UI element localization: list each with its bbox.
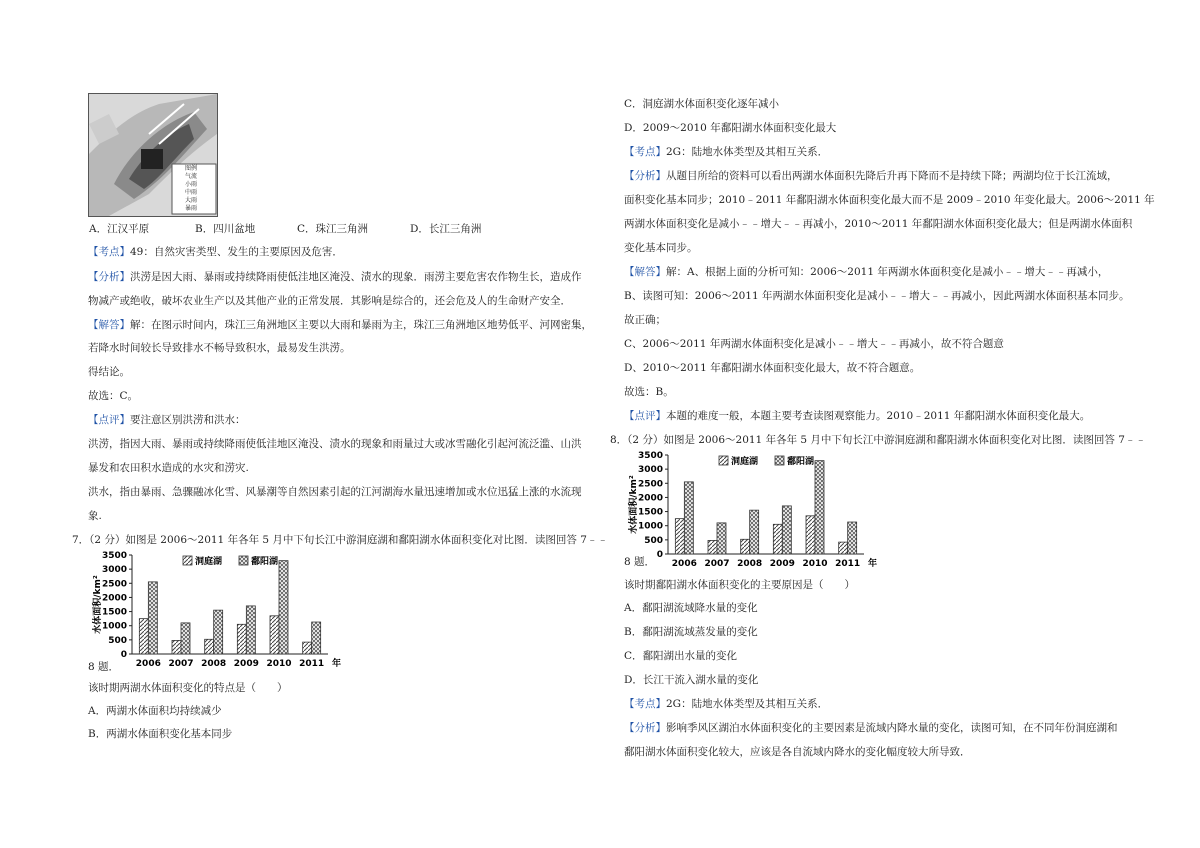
y-tick-label: 3500 [637, 451, 663, 461]
bar-洞庭湖-2007 [708, 540, 717, 554]
kaodian2-line [624, 697, 828, 711]
fenxi2-tag: 【分析】 [624, 722, 666, 734]
fenxi-text: 洪涝是因大雨、暴雨或持续降雨使低洼地区淹没、渍水的现象．雨涝主要危害农作物生长，造成作 [130, 271, 582, 283]
dianping-line [88, 413, 246, 427]
y-tick-label: 2500 [637, 479, 663, 490]
q7-stem: 7．（2 分）如图是 2006～2011 年各年 5 月中下旬长江中游洞庭湖和鄱阳湖水体面积变化对比图．读图回答 7﹣﹣ [72, 534, 608, 546]
y-tick-label: 2500 [101, 579, 127, 590]
y-tick-label: 2000 [637, 493, 663, 504]
y-tick-label: 3000 [637, 465, 663, 476]
dianping-tag: 【点评】 [88, 414, 130, 426]
x-tick-label: 2007 [704, 559, 730, 569]
y-tick-label: 0 [656, 550, 663, 560]
map-legend-title: 图例 [185, 165, 198, 172]
x-tick-label: 2006 [671, 559, 697, 569]
bar-鄱阳湖-2010 [279, 561, 288, 654]
dianping-tag: 【点评】 [624, 410, 666, 422]
legend-swatch [183, 556, 192, 565]
jieda-line-3: 故正确； [624, 314, 666, 326]
bar-洞庭湖-2010 [270, 616, 279, 654]
q8-option-d: D．长江干流入湖水量的变化 [624, 674, 759, 686]
kaodian-line [88, 245, 343, 259]
q7-option-d: D．2009～2010 年鄱阳湖水体面积变化最大 [624, 122, 837, 134]
q6-option-a: A．江汉平原 [89, 223, 150, 235]
y-tick-label: 1500 [637, 507, 663, 518]
bar-洞庭湖-2008 [205, 639, 214, 654]
jieda-tag: 【解答】 [88, 319, 130, 331]
kaodian-text: 2G：陆地水体类型及其相互关系． [666, 146, 829, 158]
y-tick-label: 500 [108, 635, 127, 646]
y-axis-label: 水体面积/km² [629, 475, 639, 534]
bar-洞庭湖-2006 [139, 619, 148, 654]
x-tick-label: 2008 [201, 659, 227, 669]
q6-option-c: C．珠江三角洲 [297, 223, 369, 235]
note-line-4: 象. [88, 510, 102, 522]
kaodian-tag: 【考点】 [88, 246, 130, 258]
fenxi2-line-2: 鄱阳湖水体面积变化较大，应该是各自流域内降水的变化幅度较大所导致． [624, 746, 971, 758]
x-tick-label: 2010 [802, 559, 828, 569]
q7-option-b: B．两湖水体面积变化基本同步 [88, 728, 233, 740]
q6-option-d: D．长江三角洲 [410, 223, 482, 235]
bar-洞庭湖-2011 [303, 642, 312, 654]
legend-label: 鄱阳湖 [251, 557, 279, 567]
bar-鄱阳湖-2008 [750, 510, 759, 554]
y-tick-label: 3000 [101, 565, 127, 576]
bar-鄱阳湖-2006 [684, 482, 693, 554]
x-tick-label: 2008 [737, 559, 763, 569]
legend-swatch [719, 456, 728, 465]
y-tick-label: 1000 [101, 621, 127, 632]
jieda-line-1 [624, 265, 1108, 279]
legend-swatch [239, 556, 248, 565]
q7-ti: 8 题． [88, 661, 120, 673]
note-line-3: 洪水，指由暴雨、急骤融冰化雪、风暴潮等自然因素引起的江河湖海水量迅速增加或水位迅猛上涨的水流现 [88, 486, 582, 498]
y-tick-label: 3500 [101, 551, 127, 561]
fenxi-line-3: 两湖水体面积变化是减小﹣﹣增大﹣﹣再减小，2010～2011 年鄱阳湖水体面积变化最大；但是两湖水体面积 [624, 218, 1133, 230]
fenxi-line-1 [624, 169, 1118, 183]
map-legend-item: 大雨 [185, 197, 198, 204]
bar-鄱阳湖-2011 [848, 522, 857, 554]
bar-鄱阳湖-2009 [246, 606, 255, 654]
bar-洞庭湖-2009 [237, 624, 246, 654]
note-line-2: 暴发和农田积水造成的水灾和涝灾. [88, 462, 249, 474]
dianping-text: 要注意区别洪涝和洪水： [130, 414, 246, 426]
bar-鄱阳湖-2006 [148, 582, 157, 654]
bar-洞庭湖-2006 [675, 519, 684, 554]
dianping-text: 本题的难度一般，本题主要考查读图观察能力。2010﹣2011 年鄱阳湖水体面积变化最大。 [666, 410, 1091, 422]
jieda-line-4: 故选：C。 [88, 390, 139, 402]
bar-chart-q8 [624, 447, 914, 569]
q7-question: 该时期两湖水体面积变化的特点是（ ） [88, 682, 288, 694]
x-tick-label: 2006 [135, 659, 161, 669]
fenxi-tag: 【分析】 [624, 170, 666, 182]
bar-洞庭湖-2011 [839, 542, 848, 554]
bar-洞庭湖-2008 [741, 539, 750, 554]
legend-label: 鄱阳湖 [787, 457, 815, 467]
bar-洞庭湖-2007 [172, 640, 181, 654]
q6-option-b: B．四川盆地 [195, 223, 256, 235]
x-tick-label: 2011 [835, 559, 861, 569]
jieda-line-5: D、2010～2011 年鄱阳湖水体面积变化最大，故不符合题意。 [624, 362, 921, 374]
x-tick-label: 2007 [168, 659, 194, 669]
map-legend-item: 中雨 [185, 189, 198, 196]
bar-鄱阳湖-2009 [782, 506, 791, 554]
bar-鄱阳湖-2010 [815, 461, 824, 554]
bar-chart-q7 [88, 547, 378, 669]
kaodian-text: 49：自然灾害类型、发生的主要原因及危害． [130, 246, 343, 258]
bar-洞庭湖-2010 [806, 516, 815, 554]
x-tick-label: 2009 [233, 659, 259, 669]
jieda-tag: 【解答】 [624, 266, 666, 278]
fenxi-line-2: 面积变化基本同步；2010﹣2011 年鄱阳湖水体面积变化最大而不是 2009﹣2010 年变化最大。2006～2011 年 [624, 194, 1155, 206]
map-legend [185, 165, 197, 213]
jieda-line-4: C、2006～2011 年两湖水体面积变化是减小﹣﹣增大﹣﹣再减小，故不符合题意 [624, 338, 1004, 350]
jieda-line-2: 若降水时间较长导致排水不畅导致积水，最易发生洪涝。 [88, 342, 351, 354]
fenxi-line-2: 物减产或绝收，破坏农业生产以及其他产业的正常发展．其影响是综合的，还会危及人的生命财产安全． [88, 295, 571, 307]
map-legend-item: 小雨 [185, 181, 198, 188]
map-legend-item: 气流 [185, 173, 198, 180]
q8-option-a: A．鄱阳湖流域降水量的变化 [624, 602, 758, 614]
fenxi-tag: 【分析】 [88, 271, 130, 283]
y-axis-label: 水体面积/km² [93, 575, 103, 634]
q8-ti: 8 题． [624, 556, 656, 568]
x-axis-label: 年 [332, 659, 342, 669]
fenxi2-text: 影响季风区湖泊水体面积变化的主要因素是流域内降水量的变化，读图可知，在不同年份洞庭湖和 [666, 722, 1118, 734]
q8-option-c: C．鄱阳湖出水量的变化 [624, 650, 738, 662]
bar-鄱阳湖-2007 [181, 623, 190, 654]
q8-option-b: B．鄱阳湖流域蒸发量的变化 [624, 626, 758, 638]
rain-map [88, 93, 218, 217]
kaodian-tag: 【考点】 [624, 146, 666, 158]
rain-map-graphic [89, 94, 217, 216]
y-tick-label: 1000 [637, 521, 663, 532]
y-tick-label: 0 [120, 650, 127, 660]
q7-option-c: C．洞庭湖水体面积变化逐年减小 [624, 98, 780, 110]
q8-stem: 8．（2 分）如图是 2006～2011 年各年 5 月中下旬长江中游洞庭湖和鄱阳湖水体面积变化对比图．读图回答 7﹣﹣ [610, 434, 1146, 446]
fenxi-line-4: 变化基本同步。 [624, 242, 698, 254]
bar-鄱阳湖-2008 [214, 610, 223, 654]
bar-洞庭湖-2009 [773, 524, 782, 554]
bar-鄱阳湖-2007 [717, 523, 726, 554]
jieda-line-1 [88, 318, 592, 332]
kaodian2-tag: 【考点】 [624, 698, 666, 710]
kaodian-line [624, 145, 828, 159]
x-tick-label: 2009 [769, 559, 795, 569]
note-line-1: 洪涝，指因大雨、暴雨或持续降雨使低洼地区淹没、渍水的现象和雨量过大或冰雪融化引起河流泛滥、山洪 [88, 438, 582, 450]
q8-question: 该时期鄱阳湖水体面积变化的主要原因是（ ） [624, 579, 855, 591]
legend-label: 洞庭湖 [195, 557, 223, 567]
x-tick-label: 2011 [299, 659, 325, 669]
y-tick-label: 500 [644, 535, 663, 546]
jieda-line-3: 得结论。 [88, 366, 130, 378]
q7-option-a: A．两湖水体面积均持续减少 [88, 705, 222, 717]
jieda-text: 解：在图示时间内，珠江三角洲地区主要以大雨和暴雨为主，珠江三角洲地区地势低平、河网密集， [130, 319, 592, 331]
jieda-text: 解：A、根据上面的分析可知：2006～2011 年两湖水体面积变化是减小﹣﹣增大﹣﹣再减小， [666, 266, 1109, 278]
y-tick-label: 1500 [101, 607, 127, 618]
jieda-line-6: 故选：B。 [624, 386, 674, 398]
legend-label: 洞庭湖 [731, 457, 759, 467]
kaodian2-text: 2G：陆地水体类型及其相互关系． [666, 698, 829, 710]
fenxi2-line-1 [624, 721, 1118, 735]
bar-鄱阳湖-2011 [312, 622, 321, 654]
map-legend-item: 暴雨 [185, 205, 198, 212]
legend-swatch [775, 456, 784, 465]
x-axis-label: 年 [868, 559, 878, 569]
fenxi-text: 从题目所给的资料可以看出两湖水体面积先降后升再下降而不是持续下降；两湖均位于长江流域， [666, 170, 1118, 182]
fenxi-line-1 [88, 270, 582, 284]
dianping-line [624, 409, 1090, 423]
x-tick-label: 2010 [266, 659, 292, 669]
jieda-line-2: B、读图可知：2006～2011 年两湖水体面积变化是减小﹣﹣增大﹣﹣再减小，因此两湖水体面积基本同步。 [624, 290, 1130, 302]
y-tick-label: 2000 [101, 593, 127, 604]
